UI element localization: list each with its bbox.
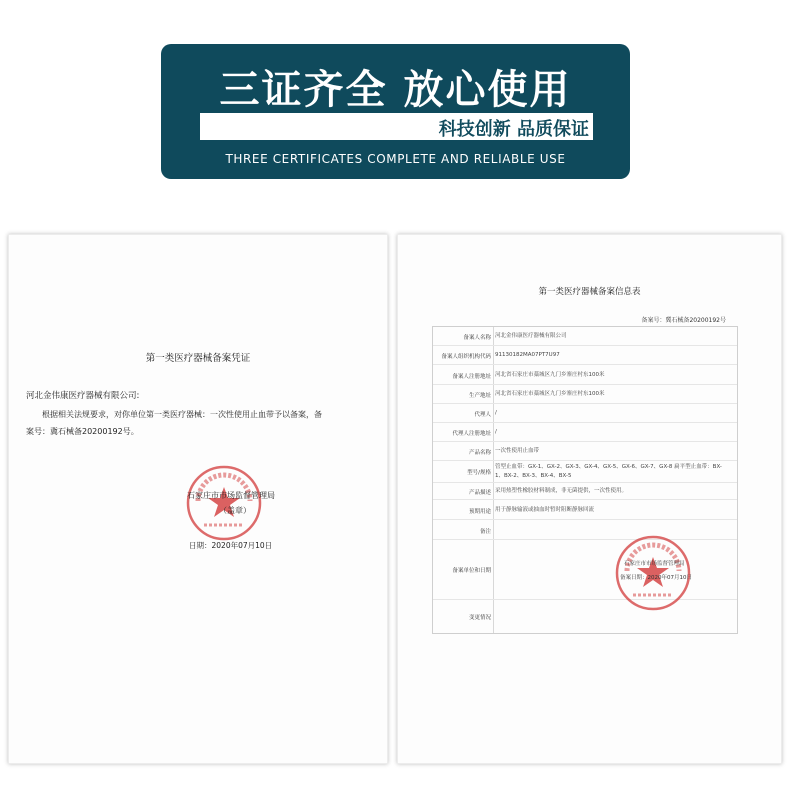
row-label: 预期用途 <box>468 509 491 515</box>
certificate-seal-label: （盖章） <box>219 506 251 515</box>
table-row <box>433 423 737 442</box>
row-value: 91130182MA07PT7U97 <box>495 352 560 358</box>
table-row <box>433 365 737 385</box>
row-label: 产品名称 <box>468 450 491 456</box>
row-label: 备案单位和日期 <box>452 568 491 574</box>
table-row <box>433 346 737 365</box>
filing-info-form-document <box>397 234 782 764</box>
table-row <box>433 404 737 423</box>
banner-subtitle: 科技创新 品质保证 <box>438 119 589 140</box>
info-form-title: 第一类医疗器械备案信息表 <box>538 287 641 297</box>
row-label: 备案人注册地址 <box>452 374 491 380</box>
row-value: 河北金伟康医疗器械有限公司 <box>495 333 567 339</box>
filing-certificate-document <box>8 234 388 764</box>
row-label: 产品描述 <box>468 490 491 496</box>
row-label: 型号/规格 <box>467 470 491 476</box>
banner-title: 三证齐全 放心使用 <box>219 67 572 113</box>
row-label: 备案人名称 <box>463 335 491 341</box>
certificate-company: 河北金伟康医疗器械有限公司: <box>26 391 140 401</box>
row-label: 变更情况 <box>468 615 491 621</box>
row-label: 备注 <box>479 529 491 535</box>
official-seal-icon <box>184 463 264 543</box>
certificate-body: 根据相关法规要求，对你单位第一类医疗器械：一次性使用止血带予以备案，备案号：冀石械备20200192号。 <box>26 410 322 436</box>
row-value: / <box>495 429 497 435</box>
certificate-title: 第一类医疗器械备案凭证 <box>145 353 251 364</box>
seal-date: 备案日期：2020年07月10日 <box>620 575 692 581</box>
promo-banner <box>161 44 630 179</box>
banner-english-caption: THREE CERTIFICATES COMPLETE AND RELIABLE USE <box>225 152 566 166</box>
certificate-date: 日期：2020年07月10日 <box>189 541 273 550</box>
row-value: 河北省石家庄市藁城区九门乡寨庄村东100米 <box>495 372 605 378</box>
row-value: 采用热塑性橡胶材料制成，非无菌提供，一次性使用。 <box>495 488 628 494</box>
row-value: 一次性使用止血带 <box>495 448 540 454</box>
table-row <box>433 327 737 346</box>
row-label: 代理人注册地址 <box>452 431 491 437</box>
seal-issuer: 石家庄市市场监督管理局 <box>624 561 685 567</box>
row-value: 河北省石家庄市藁城区九门乡寨庄村东100米 <box>495 391 605 397</box>
table-row <box>433 442 737 461</box>
certificate-issuer: 石家庄市市场监督管理局 <box>187 491 275 500</box>
row-label: 备案人组织机构代码 <box>441 354 491 360</box>
banner-subtitle-strip <box>200 113 593 140</box>
row-label: 生产地址 <box>468 393 491 399</box>
table-row <box>433 385 737 404</box>
row-value: 管型止血带：GX-1、GX-2、GX-3、GX-4、GX-5、GX-6、GX-7、GX-8 扁平型止血带：BX-1、BX-2、BX-3、BX-4、BX-5 <box>495 464 722 479</box>
table-row <box>433 483 737 500</box>
table-row <box>433 461 737 483</box>
info-form-number: 备案号：冀石械备20200192号 <box>641 317 726 324</box>
row-value: / <box>495 410 497 416</box>
row-label: 代理人 <box>474 412 491 418</box>
table-row <box>433 500 737 520</box>
row-value: 用于静脉输液或抽血时暂时阻断静脉回流 <box>495 507 595 513</box>
